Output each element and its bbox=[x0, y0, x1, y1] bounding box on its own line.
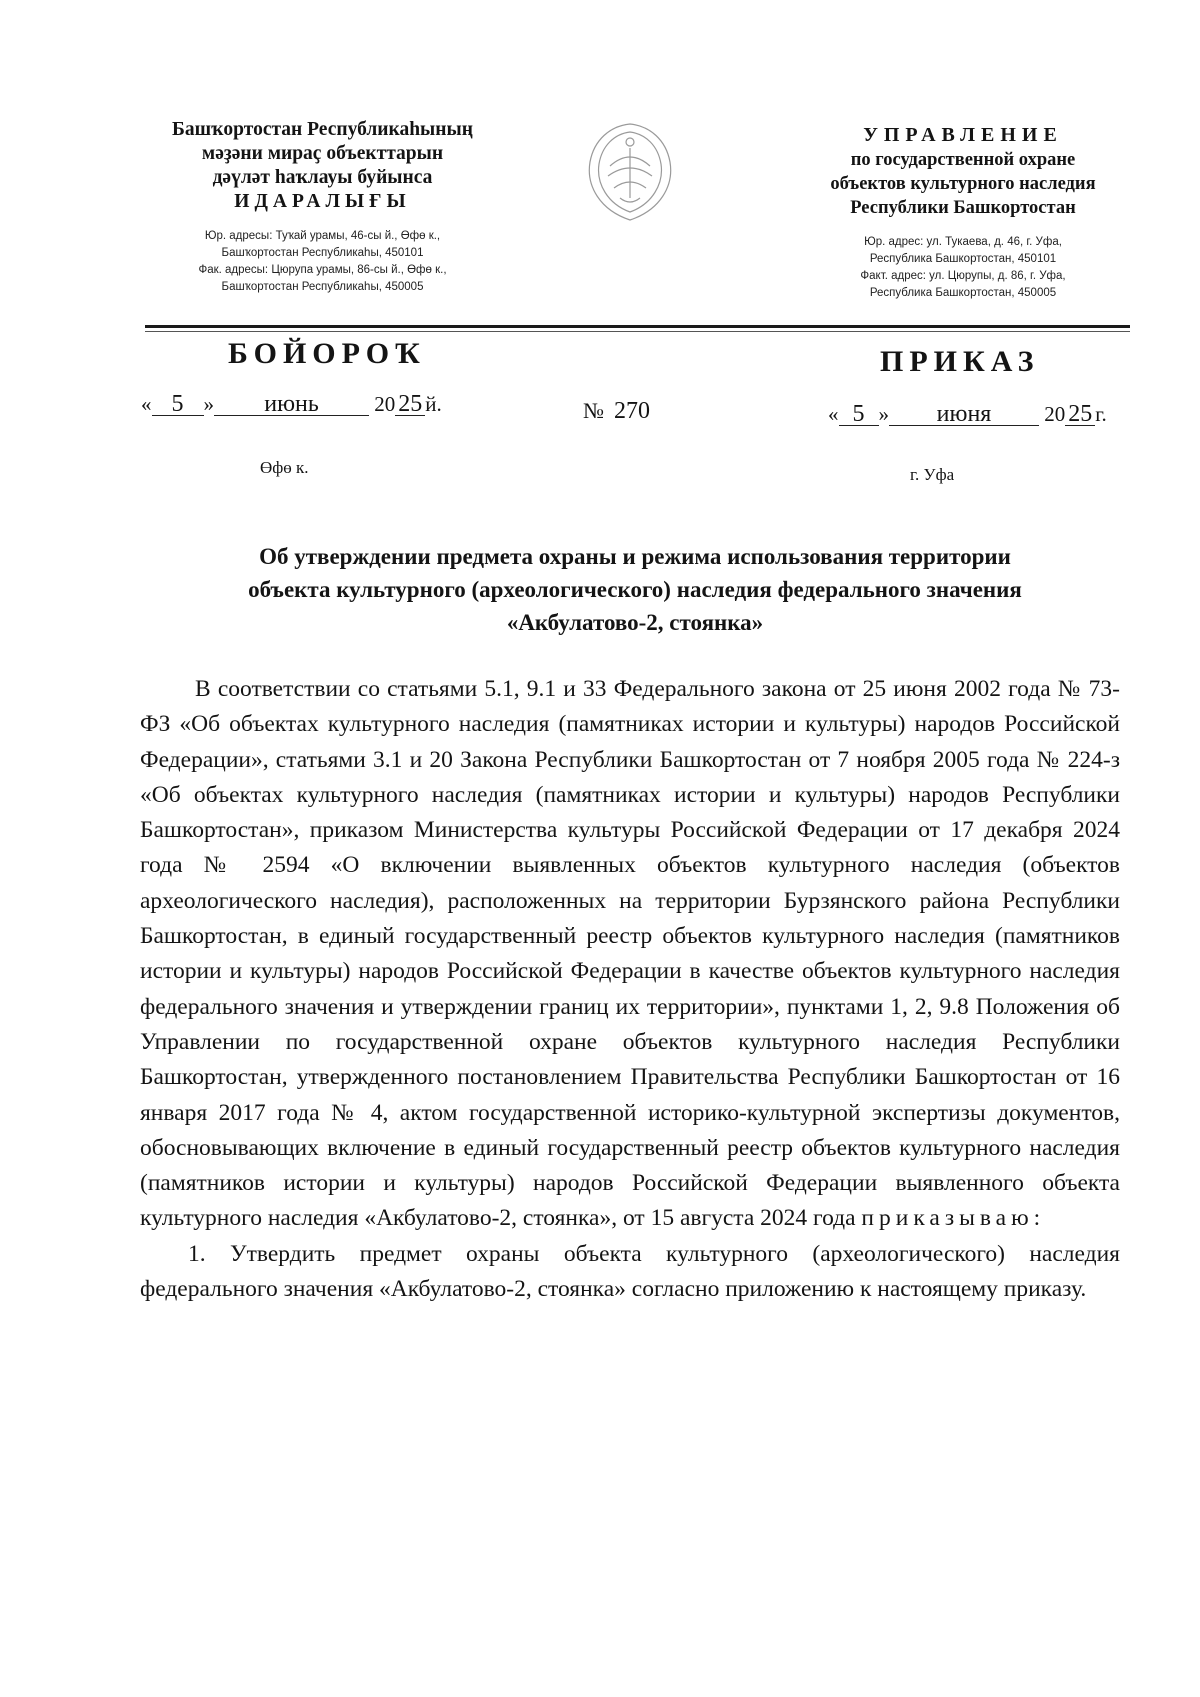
address-block-left bbox=[145, 228, 500, 296]
org-title: УПРАВЛЕНИЕ bbox=[863, 124, 1063, 146]
date-year: 25 bbox=[1065, 403, 1095, 426]
date-month: июнь bbox=[214, 393, 369, 416]
year-suffix: й. bbox=[425, 392, 442, 416]
city-bashkir: Өфө к. bbox=[260, 458, 309, 477]
preamble-text: В соответствии со статьями 5.1, 9.1 и 33 Федерального закона от 25 июня 2002 года № 73-ФЗ «Об объектах культурного наследия (памятниках истории и культуры) народов Российской Федерации», статьями 3.1 и 20 Закона Республики Башкортостан от 7 ноября 2005 года № 224-з «Об объектах культурного наследия (памятниках истории и культуры) народов Республики Башкортостан», приказом Министерства культуры Российской Федерации от 17 декабря 2024 года № 2594 «О включении выявленных объектов культурного наследия (объектов археологического наследия), расположенных на территории Бурзянского района Республики Башкортостан, в единый государственный реестр объектов культурного наследия (памятников истории и культуры) народов Российской Федерации в качестве объектов культурного наследия федерального значения и утверждении границ их территории», пунктами 1, 2, 9.8 Положения об Управлении по государственной охране объектов культурного наследия Республики Башкортостан, утвержденного постановлением Правительства Республики Башкортостан от 16 января 2017 года № 4, актом государственной историко-культурной экспертизы документов, обосновывающих включение в единый государственный реестр объектов культурного наследия (памятников истории и культуры) народов Российской Федерации выявленного объекта культурного наследия «Акбулатово-2, стоянка», от 15 августа 2024 года bbox=[140, 676, 1120, 1232]
date-year: 25 bbox=[395, 393, 425, 416]
address-line: Юр. адресы: Туҡай урамы, 46-сы й., Өфө к., bbox=[204, 230, 441, 242]
header-right-russian bbox=[798, 122, 1128, 302]
quote-close: » bbox=[878, 402, 889, 426]
doc-type-russian: ПРИКАЗ bbox=[880, 345, 1040, 378]
quote-open: « bbox=[828, 402, 839, 426]
header-divider-thin bbox=[145, 331, 1130, 332]
org-name-line: объектов культурного наследия bbox=[830, 174, 1096, 194]
quote-close: » bbox=[203, 392, 214, 416]
title-line: «Акбулатово-2, стоянка» bbox=[506, 610, 764, 635]
org-name-line: мәҙәни мираҫ объекттарын bbox=[201, 143, 444, 164]
header-left-bashkir bbox=[145, 118, 500, 296]
org-name-last-line: ИДАРАЛЫҒЫ bbox=[234, 191, 411, 212]
number-value: 270 bbox=[614, 398, 650, 424]
doc-number bbox=[583, 398, 650, 425]
year-prefix: 20 bbox=[1044, 402, 1066, 426]
preamble-paragraph bbox=[140, 672, 1120, 1237]
date-day: 5 bbox=[152, 393, 204, 416]
address-line: Факт. адрес: ул. Цюрупы, д. 86, г. Уфа, bbox=[860, 270, 1066, 282]
org-name-line: Башҡортостан Республикаһының bbox=[172, 119, 473, 140]
date-russian bbox=[828, 402, 1107, 427]
order-word: приказываю: bbox=[861, 1205, 1046, 1232]
org-name-line: дәүләт һаҡлауы буйынса bbox=[212, 167, 433, 188]
org-name-line: по государственной охране bbox=[850, 150, 1076, 170]
org-name-line: Республики Башкортостан bbox=[850, 198, 1076, 218]
address-line: Башҡортостан Республикаһы, 450005 bbox=[221, 281, 424, 293]
header-divider-thick bbox=[145, 325, 1130, 328]
number-sign: № bbox=[583, 398, 604, 423]
address-block-right bbox=[798, 234, 1128, 302]
date-day: 5 bbox=[839, 403, 879, 426]
quote-open: « bbox=[141, 392, 152, 416]
city-russian: г. Уфа bbox=[910, 465, 955, 484]
document-body bbox=[140, 672, 1120, 1307]
title-line: Об утверждении предмета охраны и режима использования территории bbox=[259, 544, 1011, 569]
address-line: Башҡортостан Республикаһы, 450101 bbox=[221, 247, 424, 259]
coat-of-arms-emblem bbox=[580, 118, 680, 226]
document-title bbox=[160, 540, 1110, 639]
address-line: Республика Башкортостан, 450101 bbox=[869, 253, 1057, 265]
doc-type-bashkir: БОЙОРОҠ bbox=[228, 337, 426, 370]
address-line: Юр. адрес: ул. Тукаева, д. 46, г. Уфа, bbox=[864, 236, 1062, 248]
address-line: Фак. адресы: Цюрупа урамы, 86-сы й., Өфө к., bbox=[198, 264, 447, 276]
order-item-1: 1. Утвердить предмет охраны объекта культурного (археологического) наследия федерального значения «Акбулатово-2, стоянка» согласно приложению к настоящему приказу. bbox=[140, 1240, 1120, 1303]
year-prefix: 20 bbox=[374, 392, 396, 416]
year-suffix: г. bbox=[1095, 402, 1107, 426]
title-line: объекта культурного (археологического) наследия федерального значения bbox=[248, 577, 1022, 602]
address-line: Республика Башкортостан, 450005 bbox=[869, 287, 1057, 299]
date-bashkir bbox=[141, 392, 442, 417]
date-month: июня bbox=[889, 403, 1039, 426]
